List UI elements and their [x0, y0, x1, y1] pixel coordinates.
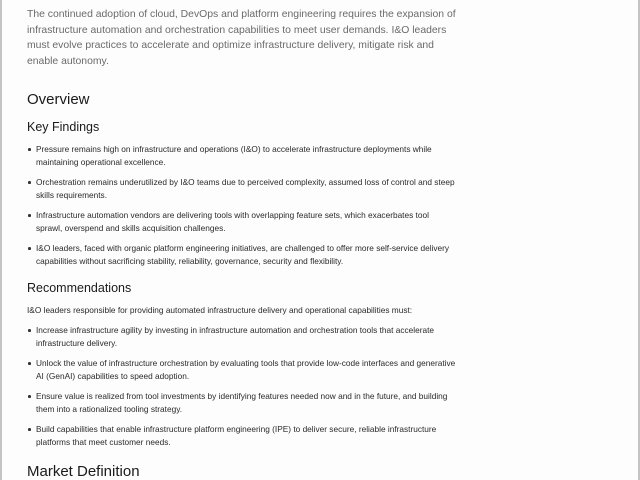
list-item-text: Ensure value is realized from tool investments by identifying features needed now and in the future, and building them into a rationalized tooling strategy.: [36, 391, 448, 414]
list-item: [27, 390, 457, 415]
list-item-text: Orchestration remains underutilized by I&O teams due to perceived complexity, assumed loss of control and steep skills requirements.: [36, 177, 455, 200]
market-definition-heading: Market Definition: [27, 463, 140, 480]
list-item-text: Infrastructure automation vendors are delivering tools with overlapping feature sets, which exacerbates tool sprawl, overspend and skills acquisition challenges.: [36, 210, 429, 233]
document-content: [27, 7, 457, 480]
list-item-text: Increase infrastructure agility by investing in infrastructure automation and orchestration tools that accelerate infrastructure delivery.: [36, 325, 434, 348]
bullet-icon: [28, 428, 31, 431]
list-item: [27, 357, 457, 382]
overview-heading: Overview: [27, 91, 90, 108]
recommendations-lead: I&O leaders responsible for providing automated infrastructure delivery and operational capabilities must:: [27, 305, 413, 315]
bullet-icon: [28, 329, 31, 332]
bullet-icon: [28, 395, 31, 398]
recommendations-list: [27, 324, 457, 448]
bullet-icon: [28, 148, 31, 151]
list-item-text: Pressure remains high on infrastructure and operations (I&O) to accelerate infrastructure deployments while maintaining operational excellence.: [36, 144, 432, 167]
recommendations-heading: Recommendations: [27, 281, 132, 295]
list-item: [27, 423, 457, 448]
key-findings-list: [27, 143, 457, 267]
bullet-icon: [28, 181, 31, 184]
bullet-icon: [28, 247, 31, 250]
list-item-text: Build capabilities that enable infrastructure platform engineering (IPE) to deliver secure, reliable infrastructure platforms that meet customer needs.: [36, 424, 437, 447]
list-item: [27, 143, 457, 168]
list-item: [27, 242, 457, 267]
list-item: [27, 324, 457, 349]
intro-paragraph: The continued adoption of cloud, DevOps and platform engineering requires the expansion of infrastructure automation and orchestration capabilities to meet user demands. I&O leaders must evolve practices to accelerate and optimize infrastructure delivery, mitigate risk and enable autonomy.: [27, 9, 456, 67]
list-item-text: Unlock the value of infrastructure orchestration by evaluating tools that provide low-code interfaces and generative AI (GenAI) capabilities to speed adoption.: [36, 358, 456, 381]
list-item: [27, 209, 457, 234]
bullet-icon: [28, 362, 31, 365]
list-item-text: I&O leaders, faced with organic platform engineering initiatives, are challenged to offer more self-service delivery capabilities without sacrificing stability, reliability, governance, security and flexibility.: [36, 243, 450, 266]
list-item: [27, 176, 457, 201]
key-findings-heading: Key Findings: [27, 120, 100, 134]
bullet-icon: [28, 214, 31, 217]
